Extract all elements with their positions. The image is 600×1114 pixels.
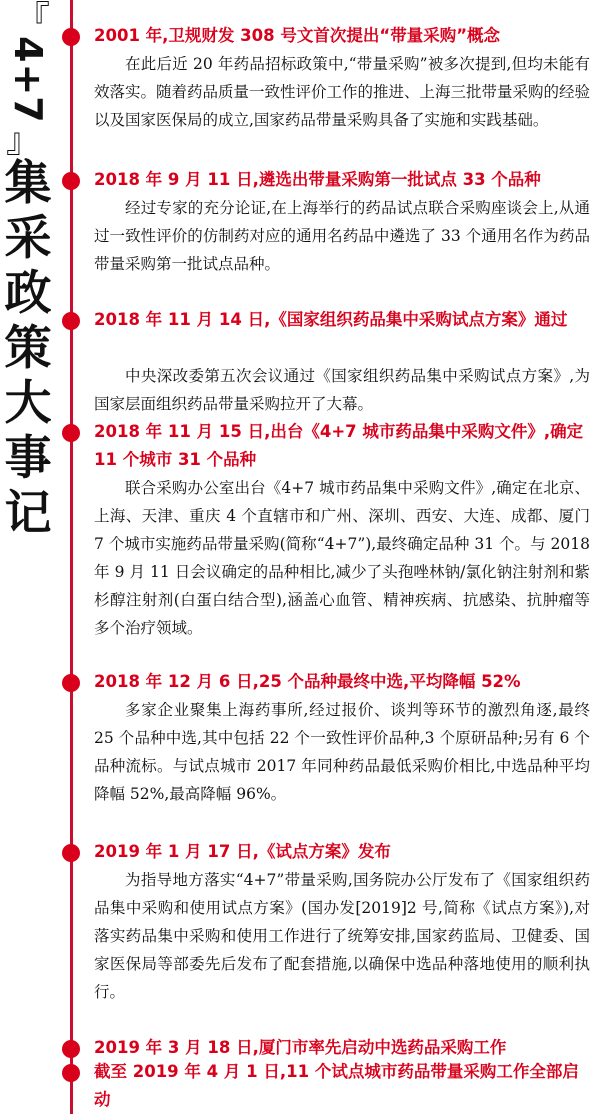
timeline-dot-icon (62, 1040, 80, 1058)
timeline-dot-icon (62, 674, 80, 692)
entry-heading: 2019 年 3 月 18 日,厦门市率先启动中选药品采购工作 (94, 1038, 507, 1057)
title-close-bracket: 』 (6, 120, 40, 161)
title-char: 政 (4, 265, 52, 321)
entry-body: 经过专家的充分论证,在上海举行的药品试点联合采购座谈会上,从通过一致性评价的仿制药对应的通用名药品中遴选了 33 个通用名作为药品带量采购第一批试点品种。 (94, 199, 590, 273)
timeline-dot-icon (62, 172, 80, 190)
timeline-dot-icon (62, 1064, 80, 1082)
entry-body: 为指导地方落实“4+7”带量采购,国务院办公厅发布了《国家组织药品集中采购和使用试点方案》(国办发[2019]2 号,简称《试点方案》),对落实药品集中采购和使用工作进行了统筹安排,国家药监局、卫健委、国家医保局等部委先后发布了配套措施,以确保中选品种落地使用的顺利执行。 (94, 871, 590, 1001)
title-open-bracket: 『 (16, 0, 50, 39)
timeline-dot-icon (62, 312, 80, 330)
timeline-dot-icon (62, 28, 80, 46)
entry-heading: 2018 年 12 月 6 日,25 个品种最终中选,平均降幅 52% (94, 672, 521, 691)
entry-heading: 截至 2019 年 4 月 1 日,11 个试点城市药品带量采购工作全部启动 (94, 1062, 579, 1109)
title-char: 大 (4, 375, 52, 431)
title-char: 集 (4, 155, 52, 211)
title-char: 事 (4, 430, 52, 486)
timeline-dot-icon (62, 844, 80, 862)
entry-heading: 2018 年 11 月 14 日,《国家组织药品集中采购试点方案》通过 (94, 310, 568, 329)
entry-heading: 2018 年 9 月 11 日,遴选出带量采购第一批试点 33 个品种 (94, 170, 541, 189)
title-numeral: 4+7 (6, 36, 50, 124)
entry-body: 在此后近 20 年药品招标政策中,“带量采购”被多次提到,但均未能有效落实。随着药品质量一致性评价工作的推进、上海三批带量采购的经验以及国家医保局的成立,国家药品带量采购具备了实施和实践基础。 (94, 55, 591, 129)
entry-heading: 2019 年 1 月 17 日,《试点方案》发布 (94, 842, 391, 861)
entry-body: 联合采购办公室出台《4+7 城市药品集中采购文件》,确定在北京、上海、天津、重庆 4 个直辖市和广州、深圳、西安、大连、成都、厦门 7 个城市实施药品带量采购(简称“4+7”),最终确定品种 31 个。与 2018 年 9 月 11 日会议确定的品种相比,减少了头孢唑林钠/氯化钠注射剂和紫杉醇注射剂(白蛋白结合型),涵盖心血管、精神疾病、抗感染、抗肿瘤等多个治疗领域。 (94, 479, 590, 637)
timeline-dot-icon (62, 424, 80, 442)
entry-heading: 2001 年,卫规财发 308 号文首次提出“带量采购”概念 (94, 26, 501, 45)
title-char: 记 (4, 485, 52, 541)
entry-body: 中央深改委第五次会议通过《国家组织药品集中采购试点方案》,为国家层面组织药品带量采购拉开了大幕。 (94, 367, 590, 413)
entry-body: 多家企业聚集上海药事所,经过报价、谈判等环节的激烈角逐,最终 25 个品种中选,其中包括 22 个一致性评价品种,3 个原研品种;另有 6 个品种流标。与试点城市 2017 年同种药品最低采购价相比,中选品种平均降幅 52%,最高降幅 96%。 (94, 701, 590, 803)
title-char: 采 (4, 210, 52, 266)
entry-heading: 2018 年 11 月 15 日,出台《4+7 城市药品集中采购文件》,确定 11 个城市 31 个品种 (94, 422, 584, 469)
title-char: 策 (4, 320, 52, 376)
